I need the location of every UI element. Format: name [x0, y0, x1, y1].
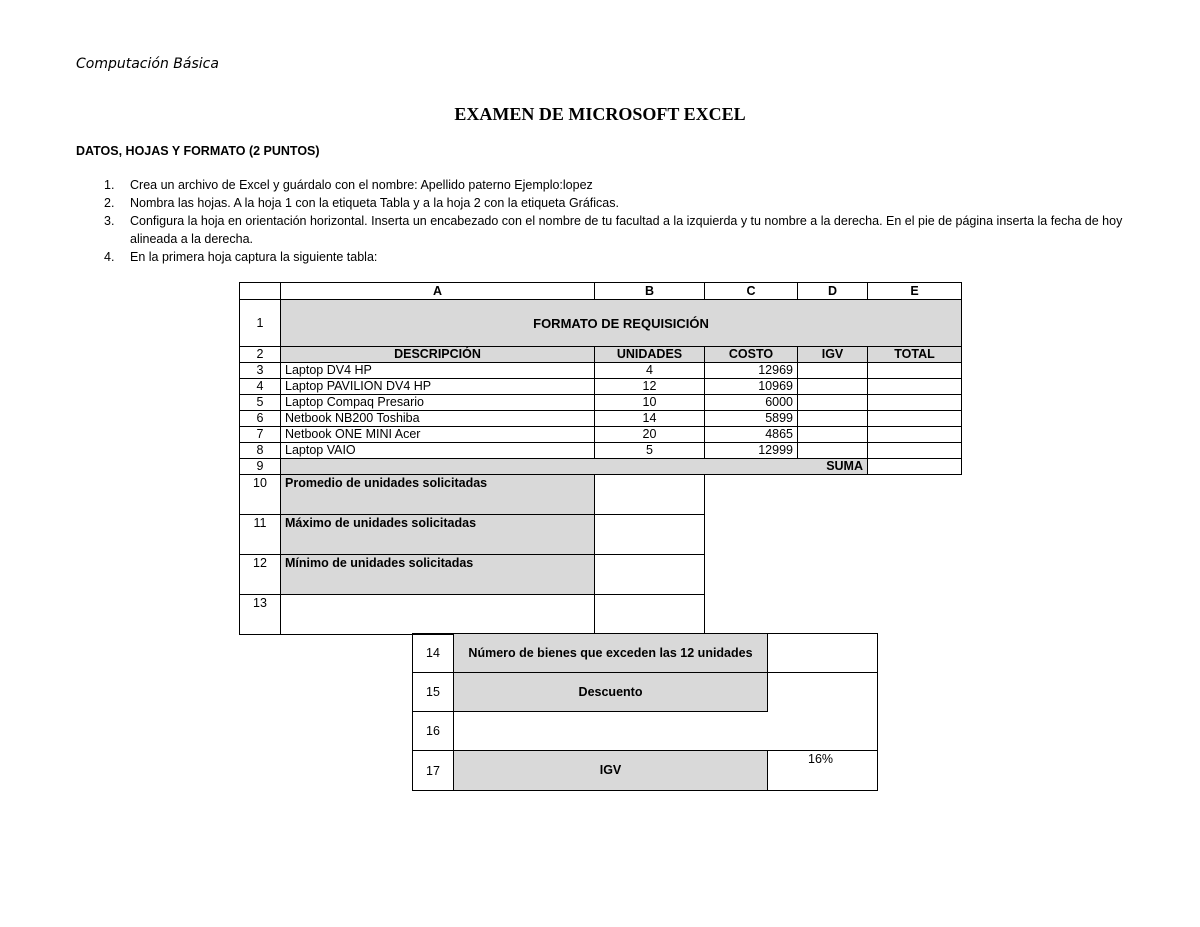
col-header-d: D: [798, 283, 868, 300]
row-number: 15: [413, 673, 454, 712]
header-cost: COSTO: [705, 347, 798, 363]
description-cell: Laptop DV4 HP: [281, 363, 595, 379]
instructions-list: [104, 176, 1134, 266]
total-cell: [868, 427, 962, 443]
total-cell: [868, 443, 962, 459]
instruction-item: [104, 194, 1134, 212]
row-number: 1: [240, 300, 281, 347]
section-heading: DATOS, HOJAS Y FORMATO (2 PUNTOS): [76, 144, 320, 158]
summary-row: [413, 751, 878, 791]
igv-cell: [798, 427, 868, 443]
cost-cell: 10969: [705, 379, 798, 395]
blank-area: [705, 515, 962, 555]
table-row: [240, 379, 962, 395]
igv-cell: [798, 363, 868, 379]
row-number: 3: [240, 363, 281, 379]
summary-row: [413, 712, 878, 751]
requisition-table: [239, 282, 962, 635]
col-header-e: E: [868, 283, 962, 300]
instruction-text: Nombra las hojas. A la hoja 1 con la etiqueta Tabla y a la hoja 2 con la etiqueta Gráficas.: [130, 196, 619, 210]
igv-cell: [798, 395, 868, 411]
exam-title: EXAMEN DE MICROSOFT EXCEL: [454, 104, 746, 124]
row-number: 9: [240, 459, 281, 475]
instruction-number: 2.: [104, 196, 115, 210]
table-row: [240, 363, 962, 379]
units-cell: 20: [595, 427, 705, 443]
average-units-value: [595, 475, 705, 515]
sum-row: [240, 459, 962, 475]
row-number: 8: [240, 443, 281, 459]
header-total: TOTAL: [868, 347, 962, 363]
units-cell: 5: [595, 443, 705, 459]
summary-row: [413, 634, 878, 673]
row-number: 12: [240, 555, 281, 595]
row-number: 5: [240, 395, 281, 411]
igv-cell: [798, 443, 868, 459]
row-number: 7: [240, 427, 281, 443]
instruction-item: [104, 212, 1134, 248]
min-units-value: [595, 555, 705, 595]
units-cell: 10: [595, 395, 705, 411]
table-row: [240, 443, 962, 459]
header-igv: IGV: [798, 347, 868, 363]
description-cell: Netbook NB200 Toshiba: [281, 411, 595, 427]
cost-cell: 6000: [705, 395, 798, 411]
instruction-number: 4.: [104, 250, 115, 264]
description-cell: Laptop VAIO: [281, 443, 595, 459]
course-header: Computación Básica: [76, 56, 219, 72]
header-description: DESCRIPCIÓN: [281, 347, 595, 363]
table-title-row: [240, 300, 962, 347]
stats-row: [240, 555, 962, 595]
cost-cell: 4865: [705, 427, 798, 443]
cost-cell: 5899: [705, 411, 798, 427]
igv-label: IGV: [454, 751, 768, 791]
igv-cell: [798, 379, 868, 395]
summary-table: [412, 633, 878, 791]
sum-total-cell: [868, 459, 962, 475]
max-units-value: [595, 515, 705, 555]
row-number: 16: [413, 712, 454, 751]
empty-label-cell: [454, 712, 768, 751]
total-cell: [868, 411, 962, 427]
table-header-row: [240, 347, 962, 363]
units-cell: 4: [595, 363, 705, 379]
items-over-12-label: Número de bienes que exceden las 12 unidades: [454, 634, 768, 673]
stats-row: [240, 595, 962, 635]
total-cell: [868, 395, 962, 411]
col-header-c: C: [705, 283, 798, 300]
igv-cell: [798, 411, 868, 427]
sum-label: SUMA: [281, 459, 868, 475]
empty-value-cell: [768, 712, 878, 751]
discount-label: Descuento: [454, 673, 768, 712]
stats-row: [240, 475, 962, 515]
units-cell: 14: [595, 411, 705, 427]
cost-cell: 12999: [705, 443, 798, 459]
discount-value: [768, 673, 878, 712]
row-number: 10: [240, 475, 281, 515]
summary-row: [413, 673, 878, 712]
instruction-text: En la primera hoja captura la siguiente tabla:: [130, 250, 378, 264]
instruction-text: Configura la hoja en orientación horizontal. Inserta un encabezado con el nombre de tu facultad a la izquierda y tu nombre a la derecha. En el pie de página inserta la fecha de hoy alineada a la derecha.: [130, 214, 1123, 246]
blank-area: [705, 555, 962, 595]
table-row: [240, 427, 962, 443]
row-number: 6: [240, 411, 281, 427]
row-number: 14: [413, 634, 454, 673]
units-cell: 12: [595, 379, 705, 395]
instruction-item: [104, 248, 1134, 266]
col-header-a: A: [281, 283, 595, 300]
row-number: 11: [240, 515, 281, 555]
empty-label-cell: [281, 595, 595, 635]
table-row: [240, 411, 962, 427]
instruction-text: Crea un archivo de Excel y guárdalo con el nombre: Apellido paterno Ejemplo:lopez: [130, 178, 593, 192]
average-units-label: Promedio de unidades solicitadas: [281, 475, 595, 515]
blank-area: [705, 475, 962, 515]
stats-row: [240, 515, 962, 555]
instruction-number: 3.: [104, 214, 115, 228]
max-units-label: Máximo de unidades solicitadas: [281, 515, 595, 555]
description-cell: Laptop Compaq Presario: [281, 395, 595, 411]
items-over-12-value: [768, 634, 878, 673]
table-row: [240, 395, 962, 411]
description-cell: Laptop PAVILION DV4 HP: [281, 379, 595, 395]
blank-area: [705, 595, 962, 635]
min-units-label: Mínimo de unidades solicitadas: [281, 555, 595, 595]
total-cell: [868, 363, 962, 379]
row-number: 13: [240, 595, 281, 635]
instruction-number: 1.: [104, 178, 115, 192]
row-number: 2: [240, 347, 281, 363]
corner-cell: [240, 283, 281, 300]
table-title-cell: FORMATO DE REQUISICIÓN: [281, 300, 962, 347]
description-cell: Netbook ONE MINI Acer: [281, 427, 595, 443]
total-cell: [868, 379, 962, 395]
row-number: 17: [413, 751, 454, 791]
column-header-row: [240, 283, 962, 300]
empty-value-cell: [595, 595, 705, 635]
col-header-b: B: [595, 283, 705, 300]
header-units: UNIDADES: [595, 347, 705, 363]
igv-rate-value: 16%: [768, 751, 878, 791]
instruction-item: [104, 176, 1134, 194]
row-number: 4: [240, 379, 281, 395]
cost-cell: 12969: [705, 363, 798, 379]
